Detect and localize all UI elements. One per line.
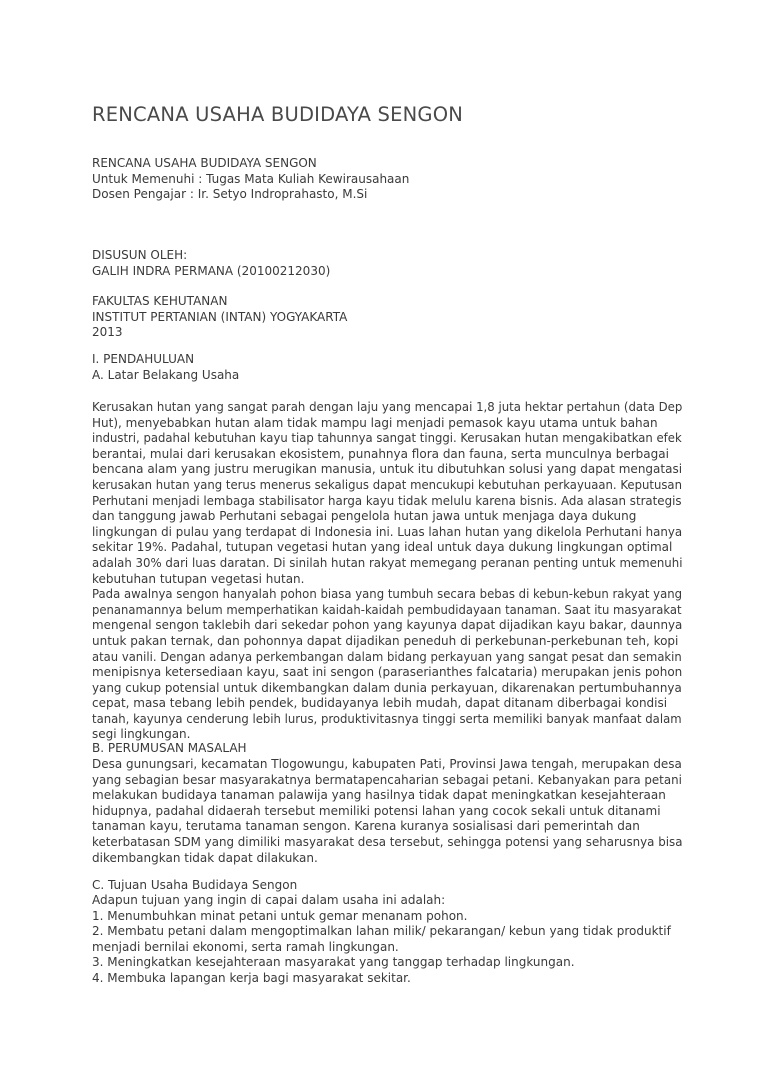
author-line: DISUSUN OLEH:: [92, 248, 188, 262]
paragraph-line: sekitar 19%. Padahal, tutupan vegetasi hutan yang ideal untuk daya dukung lingkungan optimal: [92, 540, 673, 555]
header-line: Untuk Memenuhi : Tugas Mata Kuliah Kewirausahaan: [92, 171, 410, 186]
paragraph-line: industri, padahal kebutuhan kayu tiap tahunnya sangat tinggi. Kerusakan hutan mengakibatkan efek: [92, 431, 682, 446]
paragraph-line: dikembangkan tidak dapat dilakukan.: [92, 850, 318, 865]
paragraph-line: penanamannya belum memperhatikan kaidah-kaidah pembudidayaan tanaman. Saat itu masyarakat: [92, 602, 682, 617]
paragraph-line: cepat, masa tebang lebih pendek, budidayanya lebih mudah, dapat ditanam diberbagai kondisi: [92, 696, 668, 711]
list-item: 1. Menumbuhkan minat petani untuk gemar menanam pohon.: [92, 908, 468, 923]
paragraph-line: Kerusakan hutan yang sangat parah dengan laju yang mencapai 1,8 juta hektar pertahun (data Dep: [92, 400, 683, 414]
document-title: RENCANA USAHA BUDIDAYA SENGON: [92, 103, 464, 126]
institution-line: FAKULTAS KEHUTANAN: [92, 294, 228, 308]
header-info: [92, 156, 682, 203]
paragraph-line: kebutuhan tutupan vegetasi hutan.: [92, 571, 305, 586]
paragraph-line: untuk pakan ternak, dan pohonnya dapat dijadikan peneduh di perkebunan-perkebunan teh, kopi: [92, 633, 679, 648]
paragraph-line: tanaman kayu, terutama tanaman sengon. Karena kuranya sosialisasi dari pemerintah dan: [92, 819, 640, 834]
paragraph-line: lingkungan di pulau yang terdapat di Indonesia ini. Luas lahan hutan yang dikelola Perhutani hanya: [92, 524, 683, 539]
section-heading: B. PERUMUSAN MASALAH: [92, 741, 247, 755]
institution-line: INSTITUT PERTANIAN (INTAN) YOGYAKARTA: [92, 309, 348, 324]
paragraph-line: adalah 30% dari luas daratan. Di sinilah hutan rakyat memegang peranan penting untuk memenuhi: [92, 555, 683, 570]
paragraph-line: tanah, kayunya cenderung lebih lurus, produktivitasnya tinggi serta memiliki banyak manfaat dalam: [92, 711, 682, 726]
paragraph-line: Hut), menyebabkan hutan alam tidak mampu lagi menjadi pemasok kayu utama untuk bahan: [92, 415, 658, 430]
paragraph-line: hidupnya, padahal didaerah tersebut memiliki potensi lahan yang cocok sekali untuk ditanami: [92, 803, 661, 818]
section-c-heading: [92, 878, 682, 894]
background-paragraph: [92, 400, 682, 743]
paragraph-line: Pada awalnya sengon hanyalah pohon biasa yang tumbuh secara bebas di kebun-kebun rakyat yang: [92, 587, 683, 602]
paragraph-line: Desa gunungsari, kecamatan Tlogowungu, kabupaten Pati, Provinsi Jawa tengah, merupakan desa: [92, 757, 682, 771]
goals-list: [92, 893, 682, 987]
paragraph-line: segi lingkungan.: [92, 727, 191, 742]
paragraph-line: yang sebagian besar masyarakatnya bermatapencaharian sebagai petani. Kebanyakan para petani: [92, 772, 682, 787]
problem-paragraph: [92, 757, 682, 866]
paragraph-line: kerusakan hutan yang terus menerus sekaligus dapat mencukupi kebutuhan perkayuaan. Keputusan: [92, 477, 682, 492]
section-heading: C. Tujuan Usaha Budidaya Sengon: [92, 878, 298, 892]
institution-info: [92, 294, 682, 341]
section-1-heading: [92, 352, 682, 383]
paragraph-line: keterbatasan SDM yang dimiliki masyarakat desa tersebut, sehingga potensi yang seharusnya bisa: [92, 834, 683, 849]
paragraph-line: atau vanili. Dengan adanya perkembangan dalam bidang perkayuan yang sangat pesat dan semakin: [92, 649, 682, 664]
paragraph-line: dan tanggung jawab Perhutani sebagai pengelola hutan jawa untuk menjaga daya dukung: [92, 509, 637, 524]
paragraph-line: menipisnya ketersediaan kayu, saat ini sengon (paraserianthes falcataria) merupakan jenis pohon: [92, 665, 683, 680]
institution-line: 2013: [92, 325, 123, 340]
paragraph-line: berantai, mulai dari kerusakan ekosistem, punahnya flora dan fauna, serta munculnya berbagai: [92, 446, 669, 461]
list-item: 2. Membatu petani dalam mengoptimalkan lahan milik/ pekarangan/ kebun yang tidak produktif: [92, 924, 671, 939]
author-line: GALIH INDRA PERMANA (20100212030): [92, 263, 331, 278]
paragraph-line: yang cukup potensial untuk dikembangkan dalam dunia perkayuan, dikarenakan pertumbuhannya: [92, 680, 682, 695]
subsection-heading: A. Latar Belakang Usaha: [92, 367, 240, 382]
paragraph-line: mengenal sengon taklebih dari sekedar pohon yang kayunya dapat dijadikan kayu bakar, daunnya: [92, 618, 683, 633]
list-item: 4. Membuka lapangan kerja bagi masyarakat sekitar.: [92, 970, 411, 985]
paragraph-line: bencana alam yang justru merugikan manusia, untuk itu dibutuhkan solusi yang dapat mengatasi: [92, 462, 683, 477]
header-line: RENCANA USAHA BUDIDAYA SENGON: [92, 156, 317, 170]
section-b-heading: [92, 741, 682, 757]
list-item: Adapun tujuan yang ingin di capai dalam usaha ini adalah:: [92, 893, 446, 907]
paragraph-line: Perhutani menjadi lembaga stabilisator harga kayu tidak melulu karena bisnis. Ada alasan strategis: [92, 493, 682, 508]
list-item: 3. Meningkatkan kesejahteraan masyarakat yang tanggap terhadap lingkungan.: [92, 955, 575, 970]
header-line: Dosen Pengajar : Ir. Setyo Indroprahasto, M.Si: [92, 187, 368, 202]
author-info: [92, 248, 682, 279]
paragraph-line: melakukan budidaya tanaman palawija yang hasilnya tidak dapat meningkatkan kesejahteraan: [92, 788, 666, 803]
list-item: menjadi bernilai ekonomi, serta ramah lingkungan.: [92, 939, 399, 954]
section-heading: I. PENDAHULUAN: [92, 352, 195, 366]
